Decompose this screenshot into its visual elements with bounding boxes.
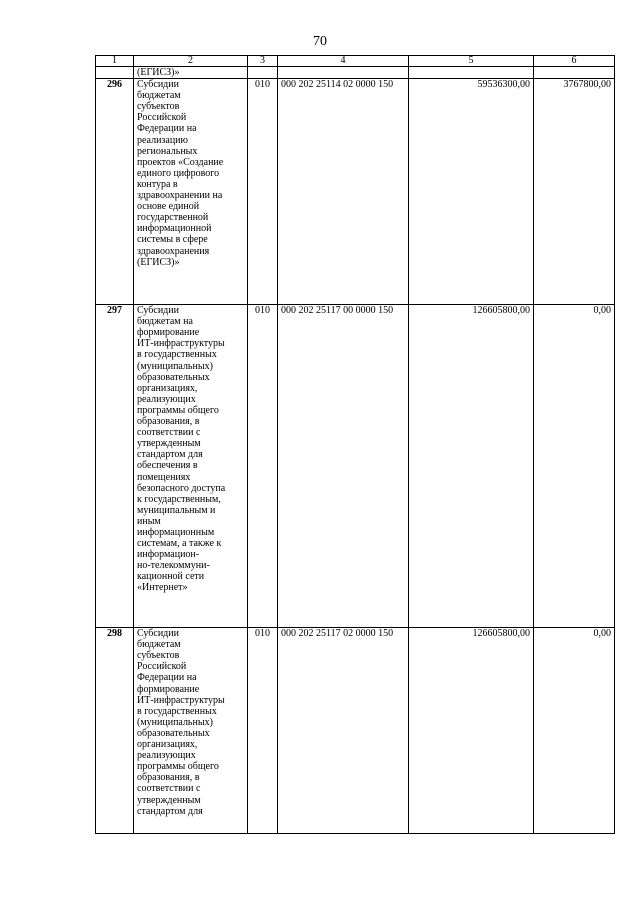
row-code: 010 (248, 79, 278, 305)
row-budget-code: 000 202 25114 02 0000 150 (278, 79, 409, 305)
column-number-header-row (96, 56, 615, 67)
column-header-5: 5 (409, 56, 534, 67)
row-budget-code: 000 202 25117 02 0000 150 (278, 628, 409, 834)
row-amount-1: 126605800,00 (409, 305, 534, 628)
column-header-2: 2 (134, 56, 248, 67)
row-budget-code: 000 202 25117 00 0000 150 (278, 305, 409, 628)
row-amount-1: 126605800,00 (409, 628, 534, 834)
column-header-4: 4 (278, 56, 409, 67)
row-name: Субсидии бюджетам субъектов Российской Федерации на реализацию региональных проектов «Создание единого цифрового контура в здравоохранении на основе единой государственной информационной системы в сфере здравоохранения (ЕГИСЗ)» (134, 79, 248, 305)
column-header-1: 1 (96, 56, 134, 67)
row-amount-1: 59536300,00 (409, 79, 534, 305)
row-number: 296 (96, 79, 134, 305)
row-amount-2: 3767800,00 (534, 79, 615, 305)
continuation-row (96, 67, 615, 79)
row-amount-2: 0,00 (534, 305, 615, 628)
column-header-3: 3 (248, 56, 278, 67)
row-name: Субсидии бюджетам субъектов Российской Федерации на формирование ИТ-инфраструктуры в государственных (муниципальных) образовательных организациях, реализующих программы общего образования, в соответствии с утвержденным стандартом для (134, 628, 248, 834)
table-row (96, 305, 615, 628)
row-name: Субсидии бюджетам на формирование ИТ-инфраструктуры в государственных (муниципальных) образовательных организациях, реализующих программы общего образования, в соответствии с утвержденным стандартом для обеспечения в помещениях безопасного доступа к государственным, муниципальным и иным информационным системам, а также к информацион- но-телекоммуни- кационной сети «Интернет» (134, 305, 248, 628)
row-code: 010 (248, 628, 278, 834)
row-code: 010 (248, 305, 278, 628)
row-amount-2: 0,00 (534, 628, 615, 834)
table-row (96, 628, 615, 834)
continuation-text: (ЕГИСЗ)» (134, 67, 248, 79)
table-row (96, 79, 615, 305)
budget-table (95, 55, 615, 834)
column-header-6: 6 (534, 56, 615, 67)
row-number: 298 (96, 628, 134, 834)
row-number: 297 (96, 305, 134, 628)
page-number: 70 (313, 34, 327, 49)
